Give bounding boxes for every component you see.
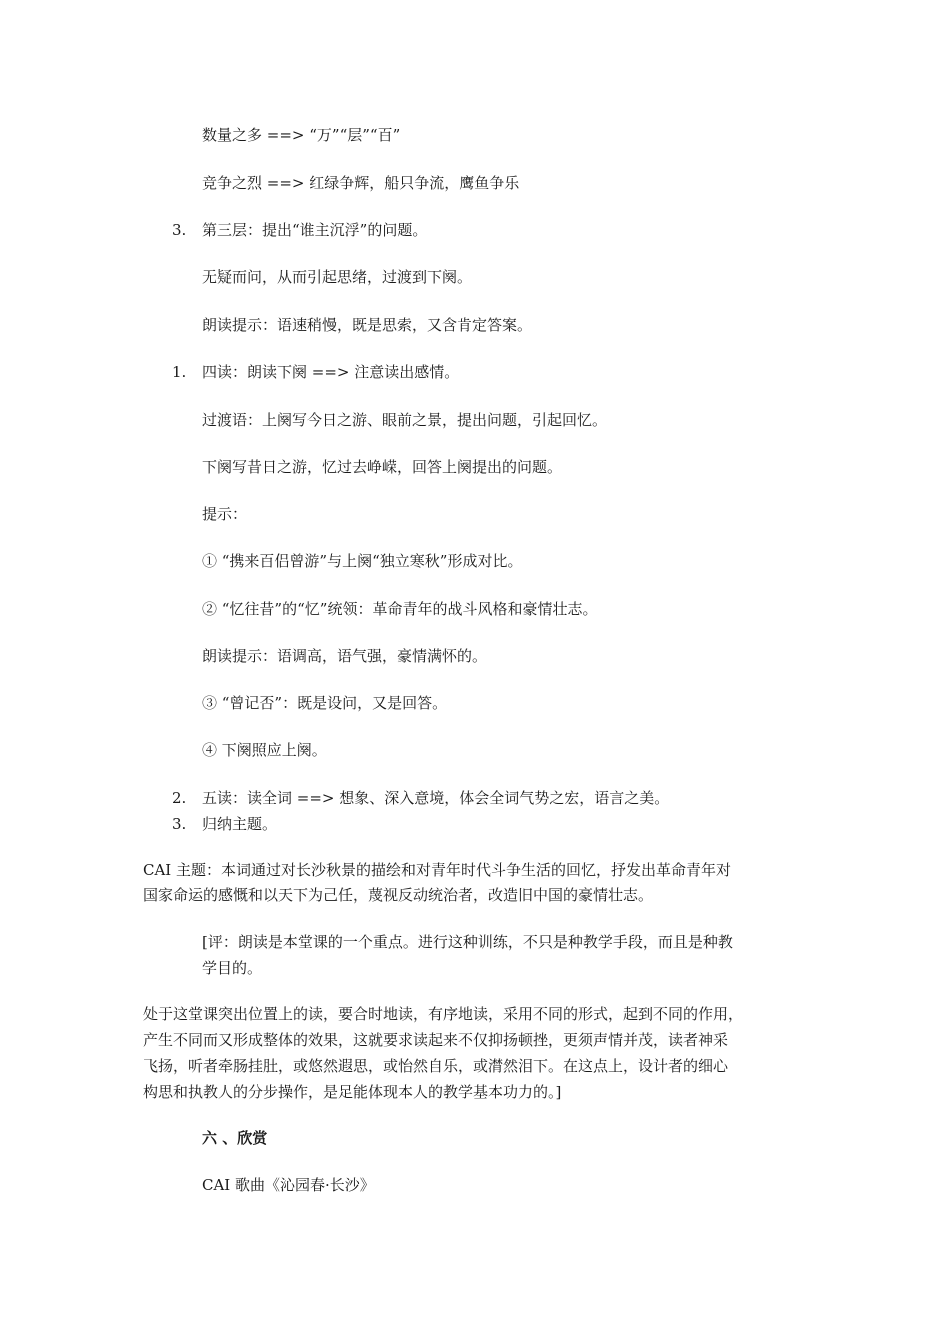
list-number: 3.	[172, 221, 187, 239]
paragraph: ③ “曾记否”：既是设问，又是回答。	[202, 694, 448, 712]
paragraph: 下阕写昔日之游，忆过去峥嵘，回答上阕提出的问题。	[202, 458, 563, 476]
paragraph: 构思和执教人的分步操作，是足能体现本人的教学基本功力的。]	[143, 1083, 562, 1101]
paragraph: ④ 下阕照应上阕。	[202, 741, 327, 759]
paragraph: 处于这堂课突出位置上的读，要合时地读，有序地读，采用不同的形式，起到不同的作用，	[143, 1005, 744, 1023]
paragraph: ① “携来百侣曾游”与上阕“独立寒秋”形成对比。	[202, 552, 523, 570]
list-number: 2.	[172, 789, 187, 807]
comment-paragraph: [评：朗读是本堂课的一个重点。进行这种训练，不只是种教学手段，而且是种教	[202, 933, 733, 951]
section-heading: 六 、欣赏	[202, 1129, 268, 1147]
paragraph: 无疑而问，从而引起思绪，过渡到下阕。	[202, 268, 473, 286]
list-number: 3.	[172, 815, 187, 833]
paragraph: 朗读提示：语调高，语气强，豪情满怀的。	[202, 647, 488, 665]
paragraph: 朗读提示：语速稍慢，既是思索，又含肯定答案。	[202, 316, 533, 334]
list-item-text: 四读：朗读下阕 ==> 注意读出感情。	[202, 363, 460, 381]
paragraph: 提示：	[202, 505, 248, 523]
paragraph: 数量之多 ==> “万”“层”“百”	[202, 126, 401, 144]
paragraph: ② “忆往昔”的“忆”统领：革命青年的战斗风格和豪情壮志。	[202, 600, 598, 618]
list-item	[172, 786, 669, 810]
paragraph: 产生不同而又形成整体的效果，这就要求读起来不仅抑扬顿挫，更须声情并茂，读者神采	[143, 1031, 729, 1049]
list-item-text: 第三层：提出“谁主沉浮”的问题。	[202, 221, 428, 239]
list-item	[172, 360, 459, 384]
comment-paragraph: 学目的。	[202, 959, 263, 977]
paragraph: 过渡语：上阕写今日之游、眼前之景，提出问题，引起回忆。	[202, 411, 608, 429]
paragraph: CAI 主题：本词通过对长沙秋景的描绘和对青年时代斗争生活的回忆，抒发出革命青年对	[143, 861, 732, 879]
list-item	[172, 218, 427, 242]
paragraph: 国家命运的感慨和以天下为己任，蔑视反动统治者，改造旧中国的豪情壮志。	[143, 886, 654, 904]
list-item-text: 归纳主题。	[202, 815, 278, 833]
paragraph: 竞争之烈 ==> 红绿争辉，船只争流，鹰鱼争乐	[202, 174, 520, 192]
paragraph: CAI 歌曲《沁园春·长沙》	[202, 1176, 375, 1194]
list-item-text: 五读：读全词 ==> 想象、深入意境，体会全词气势之宏，语言之美。	[202, 789, 670, 807]
list-item	[172, 812, 277, 836]
list-number: 1.	[172, 363, 187, 381]
paragraph: 飞扬，听者牵肠挂肚，或悠然遐思，或怡然自乐，或潸然泪下。在这点上，设计者的细心	[143, 1057, 729, 1075]
